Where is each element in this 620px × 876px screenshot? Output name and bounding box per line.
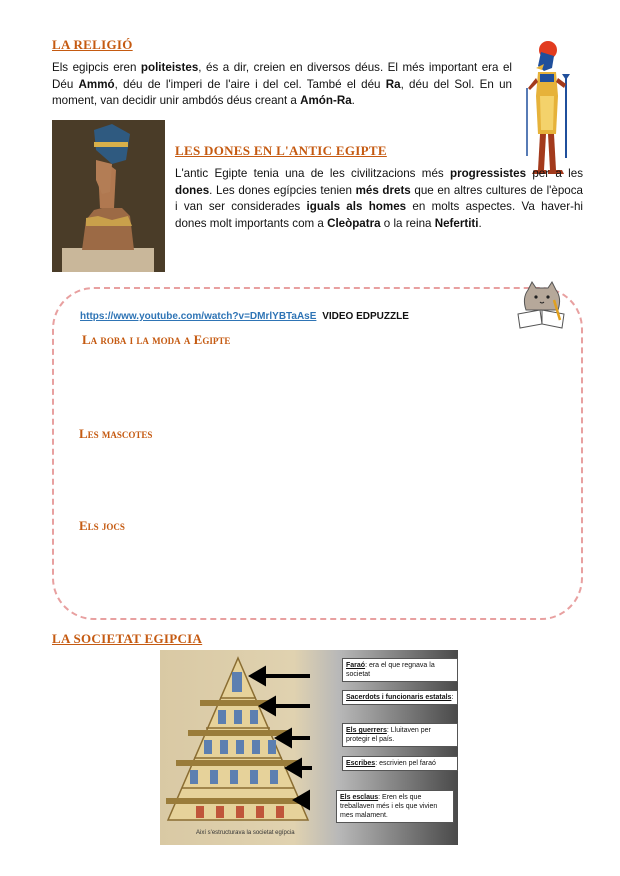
nefertiti-bust-photo: [52, 120, 165, 272]
women-paragraph: L'antic Egipte tenia una de les civilitzacions més progressistes per a les dones. Les dones egípcies tenien més drets que en altres cultures de l'època i van ser considerades iguals als homes en molts aspectes. Va haver-hi dones molt importants com a Cleòpatra o la reina Nefertiti.: [175, 167, 583, 230]
society-caption: Així s'estructurava la societat egípcia: [196, 830, 295, 836]
youtube-link[interactable]: https://www.youtube.com/watch?v=DMrlYBTaAsE: [80, 311, 317, 322]
society-pyramid-figure: [160, 650, 458, 845]
video-link-row: [80, 311, 409, 322]
cat-reading-icon: [514, 280, 570, 330]
women-title: LES DONES EN L'ANTIC EGIPTE: [175, 143, 387, 158]
level-pharaoh: Faraó: era el que regnava la societat: [342, 658, 458, 682]
section-clothing: La roba i la moda a Egipte: [82, 332, 231, 347]
section-pets: Les mascotes: [79, 426, 153, 441]
society-title: LA SOCIETAT EGIPCIA: [52, 631, 203, 646]
religion-paragraph: Els egipcis eren politeistes, és a dir, creien en diversos déus. El més important era el Déu Ammó, déu de l'imperi de l'aire i del cel. També el déu Ra, déu del Sol. En un moment, van decidir unir ambdós déus creant a Amón-Ra.: [52, 61, 513, 107]
level-scribes: Escribes: escrivien pel faraó: [342, 756, 458, 771]
ra-god-illustration: [518, 38, 580, 176]
section-games: Els jocs: [79, 518, 125, 533]
level-priests: Sacerdots i funcionaris estatals:: [342, 690, 458, 705]
level-warriors: Els guerrers: Lluitaven per protegir el país.: [342, 723, 458, 747]
level-slaves: Els esclaus: Eren els que treballaven més i els que vivien mes malament.: [336, 790, 454, 823]
video-label: VIDEO EDPUZZLE: [322, 311, 409, 322]
religion-title: LA RELIGIÓ: [52, 37, 133, 52]
